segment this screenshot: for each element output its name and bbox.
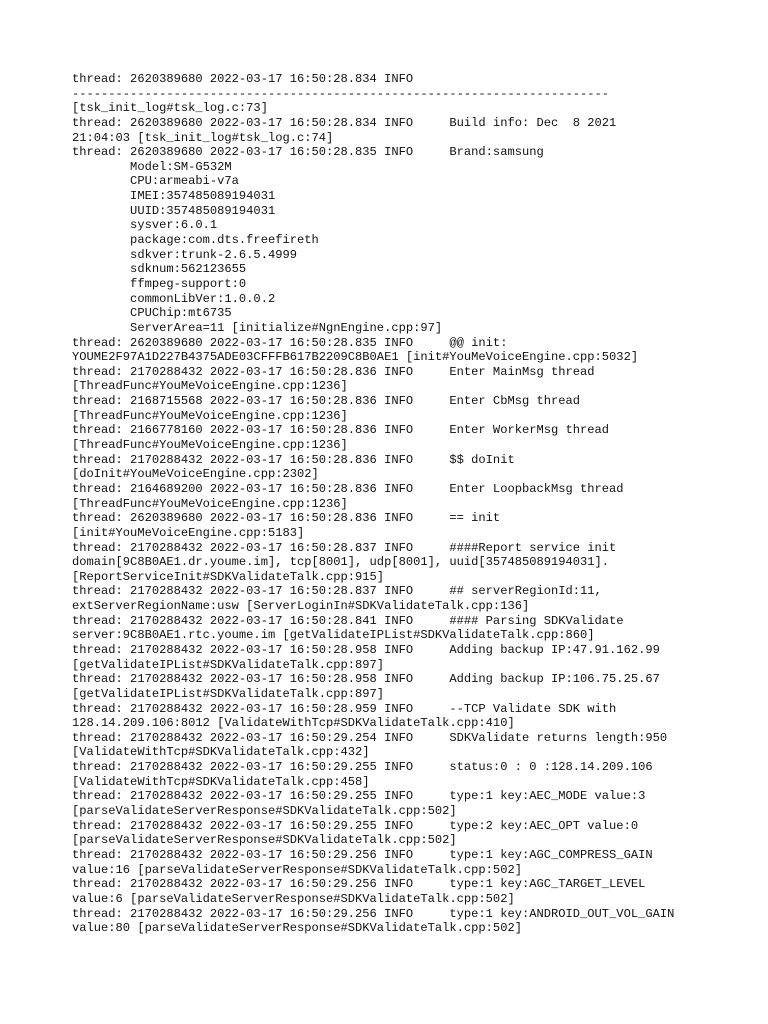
log-line: package:com.dts.freefireth xyxy=(72,233,319,248)
log-line: thread: 2170288432 2022-03-17 16:50:29.255 INFO status:0 : 0 :128.14.209.106 xyxy=(72,760,653,775)
log-line: sdknum:562123655 xyxy=(72,262,247,277)
log-line: extServerRegionName:usw [ServerLoginIn#SDKValidateTalk.cpp:136] xyxy=(72,599,530,614)
log-line: [getValidateIPList#SDKValidateTalk.cpp:897] xyxy=(72,686,385,701)
log-line: thread: 2170288432 2022-03-17 16:50:28.958 INFO Adding backup IP:47.91.162.99 xyxy=(72,642,660,657)
log-line: thread: 2170288432 2022-03-17 16:50:28.836 INFO Enter MainMsg thread xyxy=(72,364,595,379)
log-line: Model:SM-G532M xyxy=(72,159,232,174)
log-line: value:6 [parseValidateServerResponse#SDKValidateTalk.cpp:502] xyxy=(72,891,515,906)
log-line: [ThreadFunc#YouMeVoiceEngine.cpp:1236] xyxy=(72,438,348,453)
log-line: thread: 2170288432 2022-03-17 16:50:29.256 INFO type:1 key:ANDROID_OUT_VOL_GAIN xyxy=(72,906,675,921)
log-line: thread: 2620389680 2022-03-17 16:50:28.836 INFO == init xyxy=(72,511,501,526)
log-line: [getValidateIPList#SDKValidateTalk.cpp:897] xyxy=(72,657,385,672)
log-line: thread: 2620389680 2022-03-17 16:50:28.835 INFO @@ init: xyxy=(72,335,508,350)
log-line: thread: 2166778160 2022-03-17 16:50:28.836 INFO Enter WorkerMsg thread xyxy=(72,423,610,438)
log-line: sdkver:trunk-2.6.5.4999 xyxy=(72,247,297,262)
log-line: thread: 2164689200 2022-03-17 16:50:28.836 INFO Enter LoopbackMsg thread xyxy=(72,481,624,496)
log-line: thread: 2620389680 2022-03-17 16:50:28.834 INFO Build info: Dec 8 2021 xyxy=(72,115,617,130)
log-line: ffmpeg-support:0 xyxy=(72,276,247,291)
log-line: [ThreadFunc#YouMeVoiceEngine.cpp:1236] xyxy=(72,496,348,511)
log-line: thread: 2170288432 2022-03-17 16:50:29.255 INFO type:1 key:AEC_MODE value:3 xyxy=(72,789,646,804)
log-line: 128.14.209.106:8012 [ValidateWithTcp#SDKValidateTalk.cpp:410] xyxy=(72,716,515,731)
log-line: thread: 2620389680 2022-03-17 16:50:28.834 INFO xyxy=(72,72,414,86)
log-line: thread: 2620389680 2022-03-17 16:50:28.835 INFO Brand:samsung xyxy=(72,145,544,160)
log-line: -------------------------------------------------------------------------- xyxy=(72,86,610,101)
log-line: [ThreadFunc#YouMeVoiceEngine.cpp:1236] xyxy=(72,379,348,394)
log-text-block xyxy=(72,72,674,936)
log-line: thread: 2170288432 2022-03-17 16:50:28.836 INFO $$ doInit xyxy=(72,452,515,467)
log-line: thread: 2170288432 2022-03-17 16:50:29.254 INFO SDKValidate returns length:950 xyxy=(72,730,668,745)
log-line: server:9C8B0AE1.rtc.youme.im [getValidateIPList#SDKValidateTalk.cpp:860] xyxy=(72,628,595,643)
log-line: [ThreadFunc#YouMeVoiceEngine.cpp:1236] xyxy=(72,408,348,423)
log-line: [doInit#YouMeVoiceEngine.cpp:2302] xyxy=(72,467,319,482)
log-line: CPU:armeabi-v7a xyxy=(72,174,239,189)
log-line: UUID:357485089194031 xyxy=(72,203,276,218)
log-line: [parseValidateServerResponse#SDKValidateTalk.cpp:502] xyxy=(72,804,457,819)
log-line: thread: 2170288432 2022-03-17 16:50:29.255 INFO type:2 key:AEC_OPT value:0 xyxy=(72,818,639,833)
log-line: IMEI:357485089194031 xyxy=(72,189,276,204)
log-line: thread: 2170288432 2022-03-17 16:50:28.837 INFO ####Report service init xyxy=(72,540,617,555)
log-line: value:16 [parseValidateServerResponse#SDKValidateTalk.cpp:502] xyxy=(72,862,522,877)
log-line: [ValidateWithTcp#SDKValidateTalk.cpp:432] xyxy=(72,745,370,760)
log-line: value:80 [parseValidateServerResponse#SDKValidateTalk.cpp:502] xyxy=(72,921,522,936)
log-line: ServerArea=11 [initialize#NgnEngine.cpp:97] xyxy=(72,320,443,335)
log-line: [ReportServiceInit#SDKValidateTalk.cpp:915] xyxy=(72,569,385,584)
log-line: thread: 2170288432 2022-03-17 16:50:28.837 INFO ## serverRegionId:11, xyxy=(72,584,602,599)
log-line: 21:04:03 [tsk_init_log#tsk_log.c:74] xyxy=(72,130,334,145)
log-line: CPUChip:mt6735 xyxy=(72,306,232,321)
log-line: thread: 2170288432 2022-03-17 16:50:28.959 INFO --TCP Validate SDK with xyxy=(72,701,617,716)
log-line: thread: 2170288432 2022-03-17 16:50:29.256 INFO type:1 key:AGC_COMPRESS_GAIN xyxy=(72,847,653,862)
log-line: commonLibVer:1.0.0.2 xyxy=(72,291,276,306)
log-line: YOUME2F97A1D227B4375ADE03CFFFB617B2209C8B0AE1 [init#YouMeVoiceEngine.cpp:5032] xyxy=(72,350,639,365)
log-line: thread: 2168715568 2022-03-17 16:50:28.836 INFO Enter CbMsg thread xyxy=(72,394,581,409)
log-line: thread: 2170288432 2022-03-17 16:50:29.256 INFO type:1 key:AGC_TARGET_LEVEL xyxy=(72,877,646,892)
log-line: thread: 2170288432 2022-03-17 16:50:28.841 INFO #### Parsing SDKValidate xyxy=(72,613,624,628)
log-line: domain[9C8B0AE1.dr.youme.im], tcp[8001], udp[8001], uuid[357485089194031]. xyxy=(72,555,610,570)
log-line: [init#YouMeVoiceEngine.cpp:5183] xyxy=(72,525,305,540)
log-line: [ValidateWithTcp#SDKValidateTalk.cpp:458] xyxy=(72,774,370,789)
log-line: sysver:6.0.1 xyxy=(72,218,218,233)
log-line: [parseValidateServerResponse#SDKValidateTalk.cpp:502] xyxy=(72,833,457,848)
log-line: [tsk_init_log#tsk_log.c:73] xyxy=(72,101,268,116)
log-line: thread: 2170288432 2022-03-17 16:50:28.958 INFO Adding backup IP:106.75.25.67 xyxy=(72,672,660,687)
